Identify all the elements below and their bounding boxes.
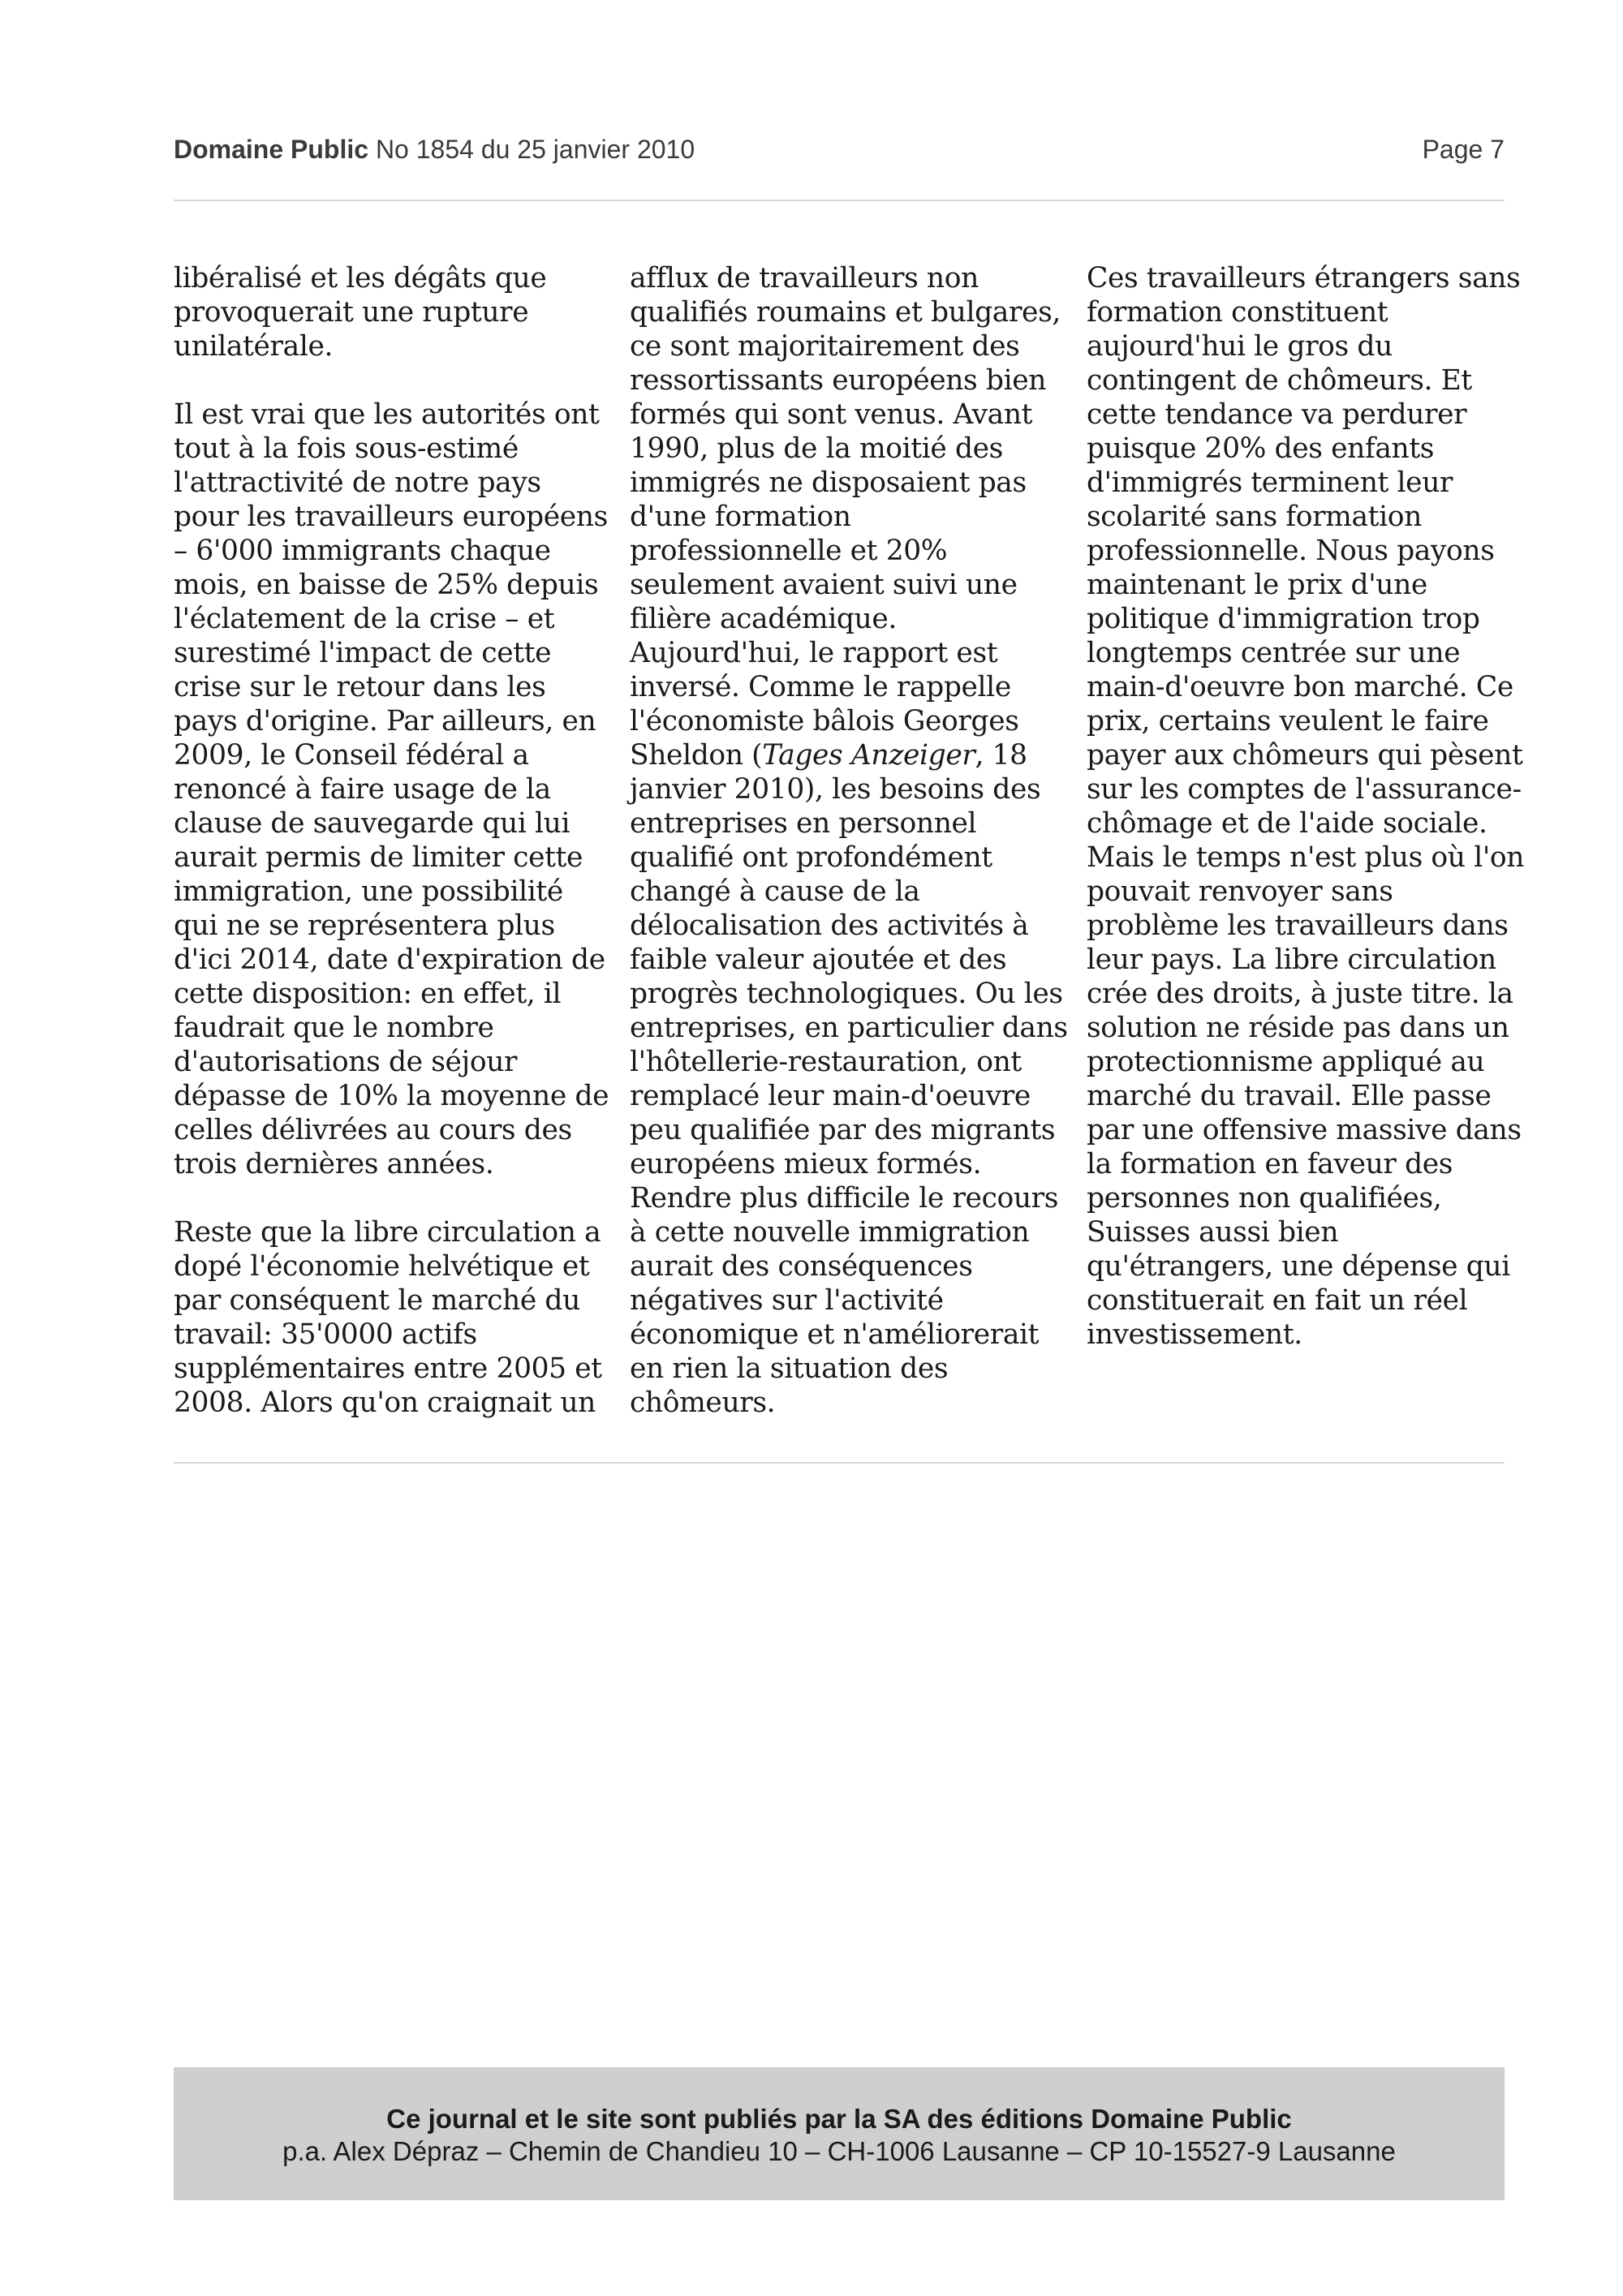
footer-address-line: p.a. Alex Dépraz – Chemin de Chandieu 10 – CH-1006 Lausanne – CP 10-15527-9 Lausanne — [282, 2136, 1396, 2166]
article-column-2 — [630, 261, 1068, 1420]
issue-info: No 1854 du 25 janvier 2010 — [375, 135, 695, 164]
text-segment: , 18 janvier 2010), les besoins des entreprises en personnel qualifié ont profondément changé à cause de la délocalisation des activités à faible valeur ajoutée et des progrès technologiques. Ou les entreprises, en particulier dans l'hôtellerie-restauration, ont remplacé leur main-d'oeuvre peu qualifiée par des migrants européens mieux formés. Rendre plus difficile le recours à cette nouvelle immigration aurait des conséquences négatives sur l'activité économique et n'améliorerait en rien la situation des chômeurs. — [630, 739, 1068, 1419]
header-divider — [174, 200, 1505, 201]
page-number: Page 7 — [1422, 135, 1505, 164]
page-header — [174, 135, 1505, 167]
paragraph: Il est vrai que les autorités ont tout à la fois sous-estimé l'attractivité de notre pays pour les travailleurs européens – 6'000 immigrants chaque mois, en baisse de 25% depuis l'éclatement de la crise – et surestimé l'impact de cette crise sur le retour dans les pays d'origine. Par ailleurs, en 2009, le Conseil fédéral a renoncé à faire usage de la clause de sauvegarde qui lui aurait permis de limiter cette immigration, une possibilité qui ne se représentera plus d'ici 2014, date d'expiration de cette disposition: en effet, il faudrait que le nombre d'autorisations de séjour dépasse de 10% la moyenne de celles délivrées au cours des trois dernières années. — [174, 398, 609, 1180]
source-citation: Tages Anzeiger — [762, 739, 975, 772]
footer-publisher-line: Ce journal et le site sont publiés par la SA des éditions Domaine Public — [386, 2104, 1292, 2134]
article-end-divider — [174, 1462, 1505, 1464]
paragraph: libéralisé et les dégâts que provoquerait une rupture unilatérale. — [174, 262, 547, 363]
text-segment: afflux de travailleurs non qualifiés roumains et bulgares, ce sont majoritairement des ressortissants européens bien formés qui sont venus. Avant 1990, plus de la moitié des immigrés ne disposaient pas d'une formation professionnelle et 20% seulement avaient suivi une filière académique. Aujourd'hui, le rapport est inversé. Comme le rappelle l'économiste bâlois Georges Sheldon ( — [630, 262, 1061, 772]
paragraph: Ces travailleurs étrangers sans formation constituent aujourd'hui le gros du contingent de chômeurs. Et cette tendance va perdurer puisque 20% des enfants d'immigrés terminent leur scolarité sans formation professionnelle. Nous payons maintenant le prix d'une politique d'immigration trop longtemps centrée sur une main-d'oeuvre bon marché. Ce prix, certains veulent le faire payer aux chômeurs qui pèsent sur les comptes de l'assurance-chômage et de l'aide sociale. Mais le temps n'est plus où l'on pouvait renvoyer sans problème les travailleurs dans leur pays. La libre circulation crée des droits, à juste titre. la solution ne réside pas dans un protectionnisme appliqué au marché du travail. Elle passe par une offensive massive dans la formation en faveur des personnes non qualifiées, Suisses aussi bien qu'étrangers, une dépense qui constituerait en fait un réel investissement. — [1087, 262, 1525, 1351]
article-column-1 — [174, 261, 612, 1420]
paragraph — [630, 261, 1068, 1420]
paragraph: Reste que la libre circulation a dopé l'économie helvétique et par conséquent le marché du travail: 35'0000 actifs supplémentaires entre 2005 et 2008. Alors qu'on craignait un — [174, 1216, 602, 1419]
publication-name: Domaine Public — [174, 135, 369, 164]
article-column-3 — [1087, 261, 1525, 1352]
publisher-footer — [174, 2067, 1505, 2200]
